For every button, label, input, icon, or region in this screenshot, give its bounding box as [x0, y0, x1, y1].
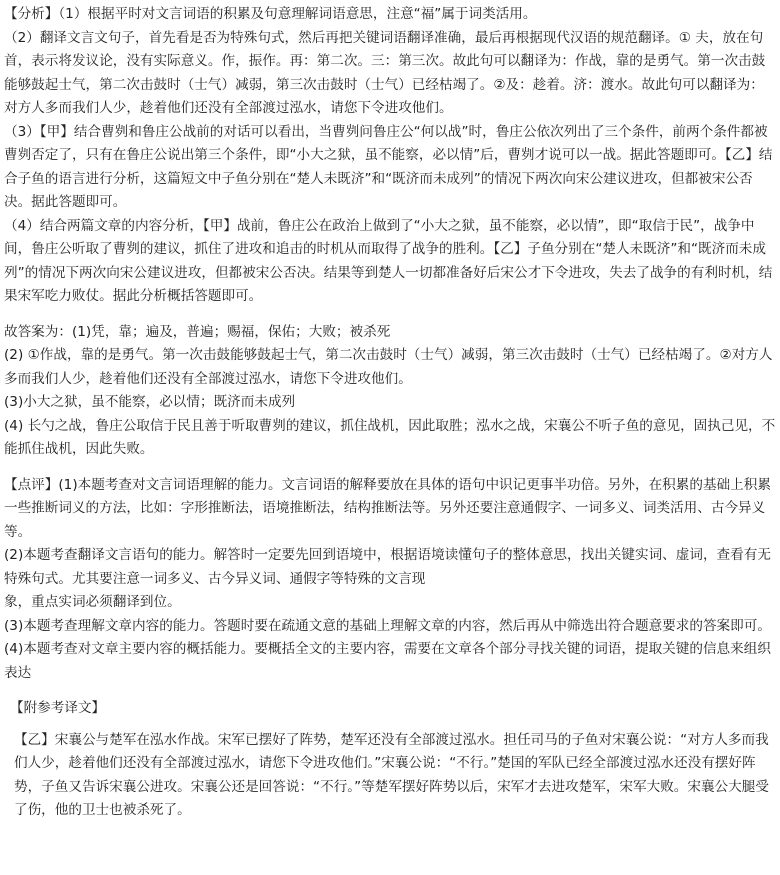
comment-section [4, 474, 776, 686]
answer-line-3: (3)小大之狱，虽不能察，必以情；既济而未成列 [4, 394, 296, 410]
answer-line-1: 故答案为：(1)凭，靠；遍及，普遍；赐福，保佑；大败；被杀死 [4, 323, 391, 340]
answer-section [4, 321, 776, 462]
comment-paragraph-1: 【点评】(1)本题考查对文言词语理解的能力。文言词语的解释要放在具体的语句中识记更事半功倍。另外，在积累的基础上积累一些推断词义的方法，比如：字形推断法，语境推断法，结构推断法等。另外还要注意通假字、一词多义、词类活用、古今异义等。 [4, 476, 771, 540]
translation-section [4, 697, 776, 823]
spacer [4, 685, 776, 697]
analysis-paragraph-2: （2）翻译文言文句子，首先看是否为特殊句式，然后再把关键词语翻译准确，最后再根据现代汉语的规范翻译。① 夫，放在句首，表示将发议论，没有实际意义。作，振作。再：第二次。三：第三次。故此句可以翻译为：作战，靠的是勇气。第一次击鼓能够鼓起士气，第二次击鼓时（士气）减弱，第三次击鼓时（士气）已经枯竭了。②及：趁着。济：渡水。故此句可以翻译为： 对方人多而我们人少，趁着他们还没有全部渡过泓水，请您下令进攻他们。 [4, 29, 766, 116]
spacer [4, 721, 776, 729]
comment-paragraph-2b: 象，重点实词必须翻译到位。 [4, 594, 181, 610]
translation-heading: 【附参考译文】 [10, 700, 106, 716]
spacer [4, 462, 776, 474]
document-page [0, 3, 780, 823]
analysis-section [4, 3, 776, 309]
comment-paragraph-4: (4)本题考查对文章主要内容的概括能力。要概括全文的主要内容，需要在文章各个部分寻找关键的词语，提取关键的信息来组织表达 [4, 641, 771, 681]
translation-body: 【乙】宋襄公与楚军在泓水作战。宋军已摆好了阵势，楚军还没有全部渡过泓水。担任司马的子鱼对宋襄公说：“对方人多而我们人少，趁着他们还没有全部渡过泓水，请您下令进攻他们。”宋襄公说：“不行。”楚国的军队已经全部渡过泓水还没有摆好阵势，子鱼又告诉宋襄公进攻。宋襄公还是回答说：“不行。”等楚军摆好阵势以后，宋军才去进攻楚军，宋军大败。宋襄公大腿受了伤，他的卫士也被杀死了。 [14, 731, 769, 818]
analysis-paragraph-4: （4）结合两篇文章的内容分析，【甲】战前，鲁庄公在政治上做到了“小大之狱，虽不能察，必以情”，即“取信于民”，战争中间，鲁庄公听取了曹刿的建议，抓住了进攻和追击的时机从而取得了战争的胜利。【乙】子鱼分别在“楚人未既济”和“既济而未成列”的情况下两次向宋公建议进攻，但都被宋公否决。结果等到楚人一切都准备好后宋公才下令进攻，失去了战争的有利时机，结果宋军吃力败仗。据此分析概括答题即可。 [4, 217, 773, 304]
spacer [4, 309, 776, 321]
comment-paragraph-2a: (2)本题考查翻译文言语句的能力。解答时一定要先回到语境中，根据语境读懂句子的整体意思，找出关键实词、虚词，查看有无特殊句式。尤其要注意一词多义、古今异义词、通假字等特殊的文言现 [4, 547, 771, 587]
answer-line-2: (2) ①作战，靠的是勇气。第一次击鼓能够鼓起士气，第二次击鼓时（士气）减弱，第三次击鼓时（士气）已经枯竭了。②对方人多而我们人少，趁着他们还没有全部渡过泓水，请您下令进攻他们。 [4, 347, 773, 387]
analysis-paragraph-3: （3）【甲】结合曹刿和鲁庄公战前的对话可以看出，当曹刿问鲁庄公“何以战”时，鲁庄公依次列出了三个条件，前两个条件都被曹刿否定了，只有在鲁庄公说出第三个条件，即“小大之狱，虽不能察，必以情”后，曹刿才说可以一战。据此答题即可。【乙】结合子鱼的语言进行分析，这篇短文中子鱼分别在“楚人未既济”和“既济而未成列”的情况下两次向宋公建议进攻，但都被宋公否决。据此答题即可。 [4, 123, 773, 210]
answer-line-4: (4) 长勺之战，鲁庄公取信于民且善于听取曹刿的建议，抓住战机，因此取胜；泓水之战，宋襄公不听子鱼的意见，固执己见，不能抓住战机，因此失败。 [4, 417, 776, 457]
analysis-paragraph-1: 【分析】（1）根据平时对文言词语的积累及句意理解词语意思，注意“福”属于词类活用。 [4, 6, 537, 22]
comment-paragraph-3: (3)本题考查理解文章内容的能力。答题时要在疏通文意的基础上理解文章的内容，然后再从中筛选出符合题意要求的答案即可。 [4, 617, 771, 634]
